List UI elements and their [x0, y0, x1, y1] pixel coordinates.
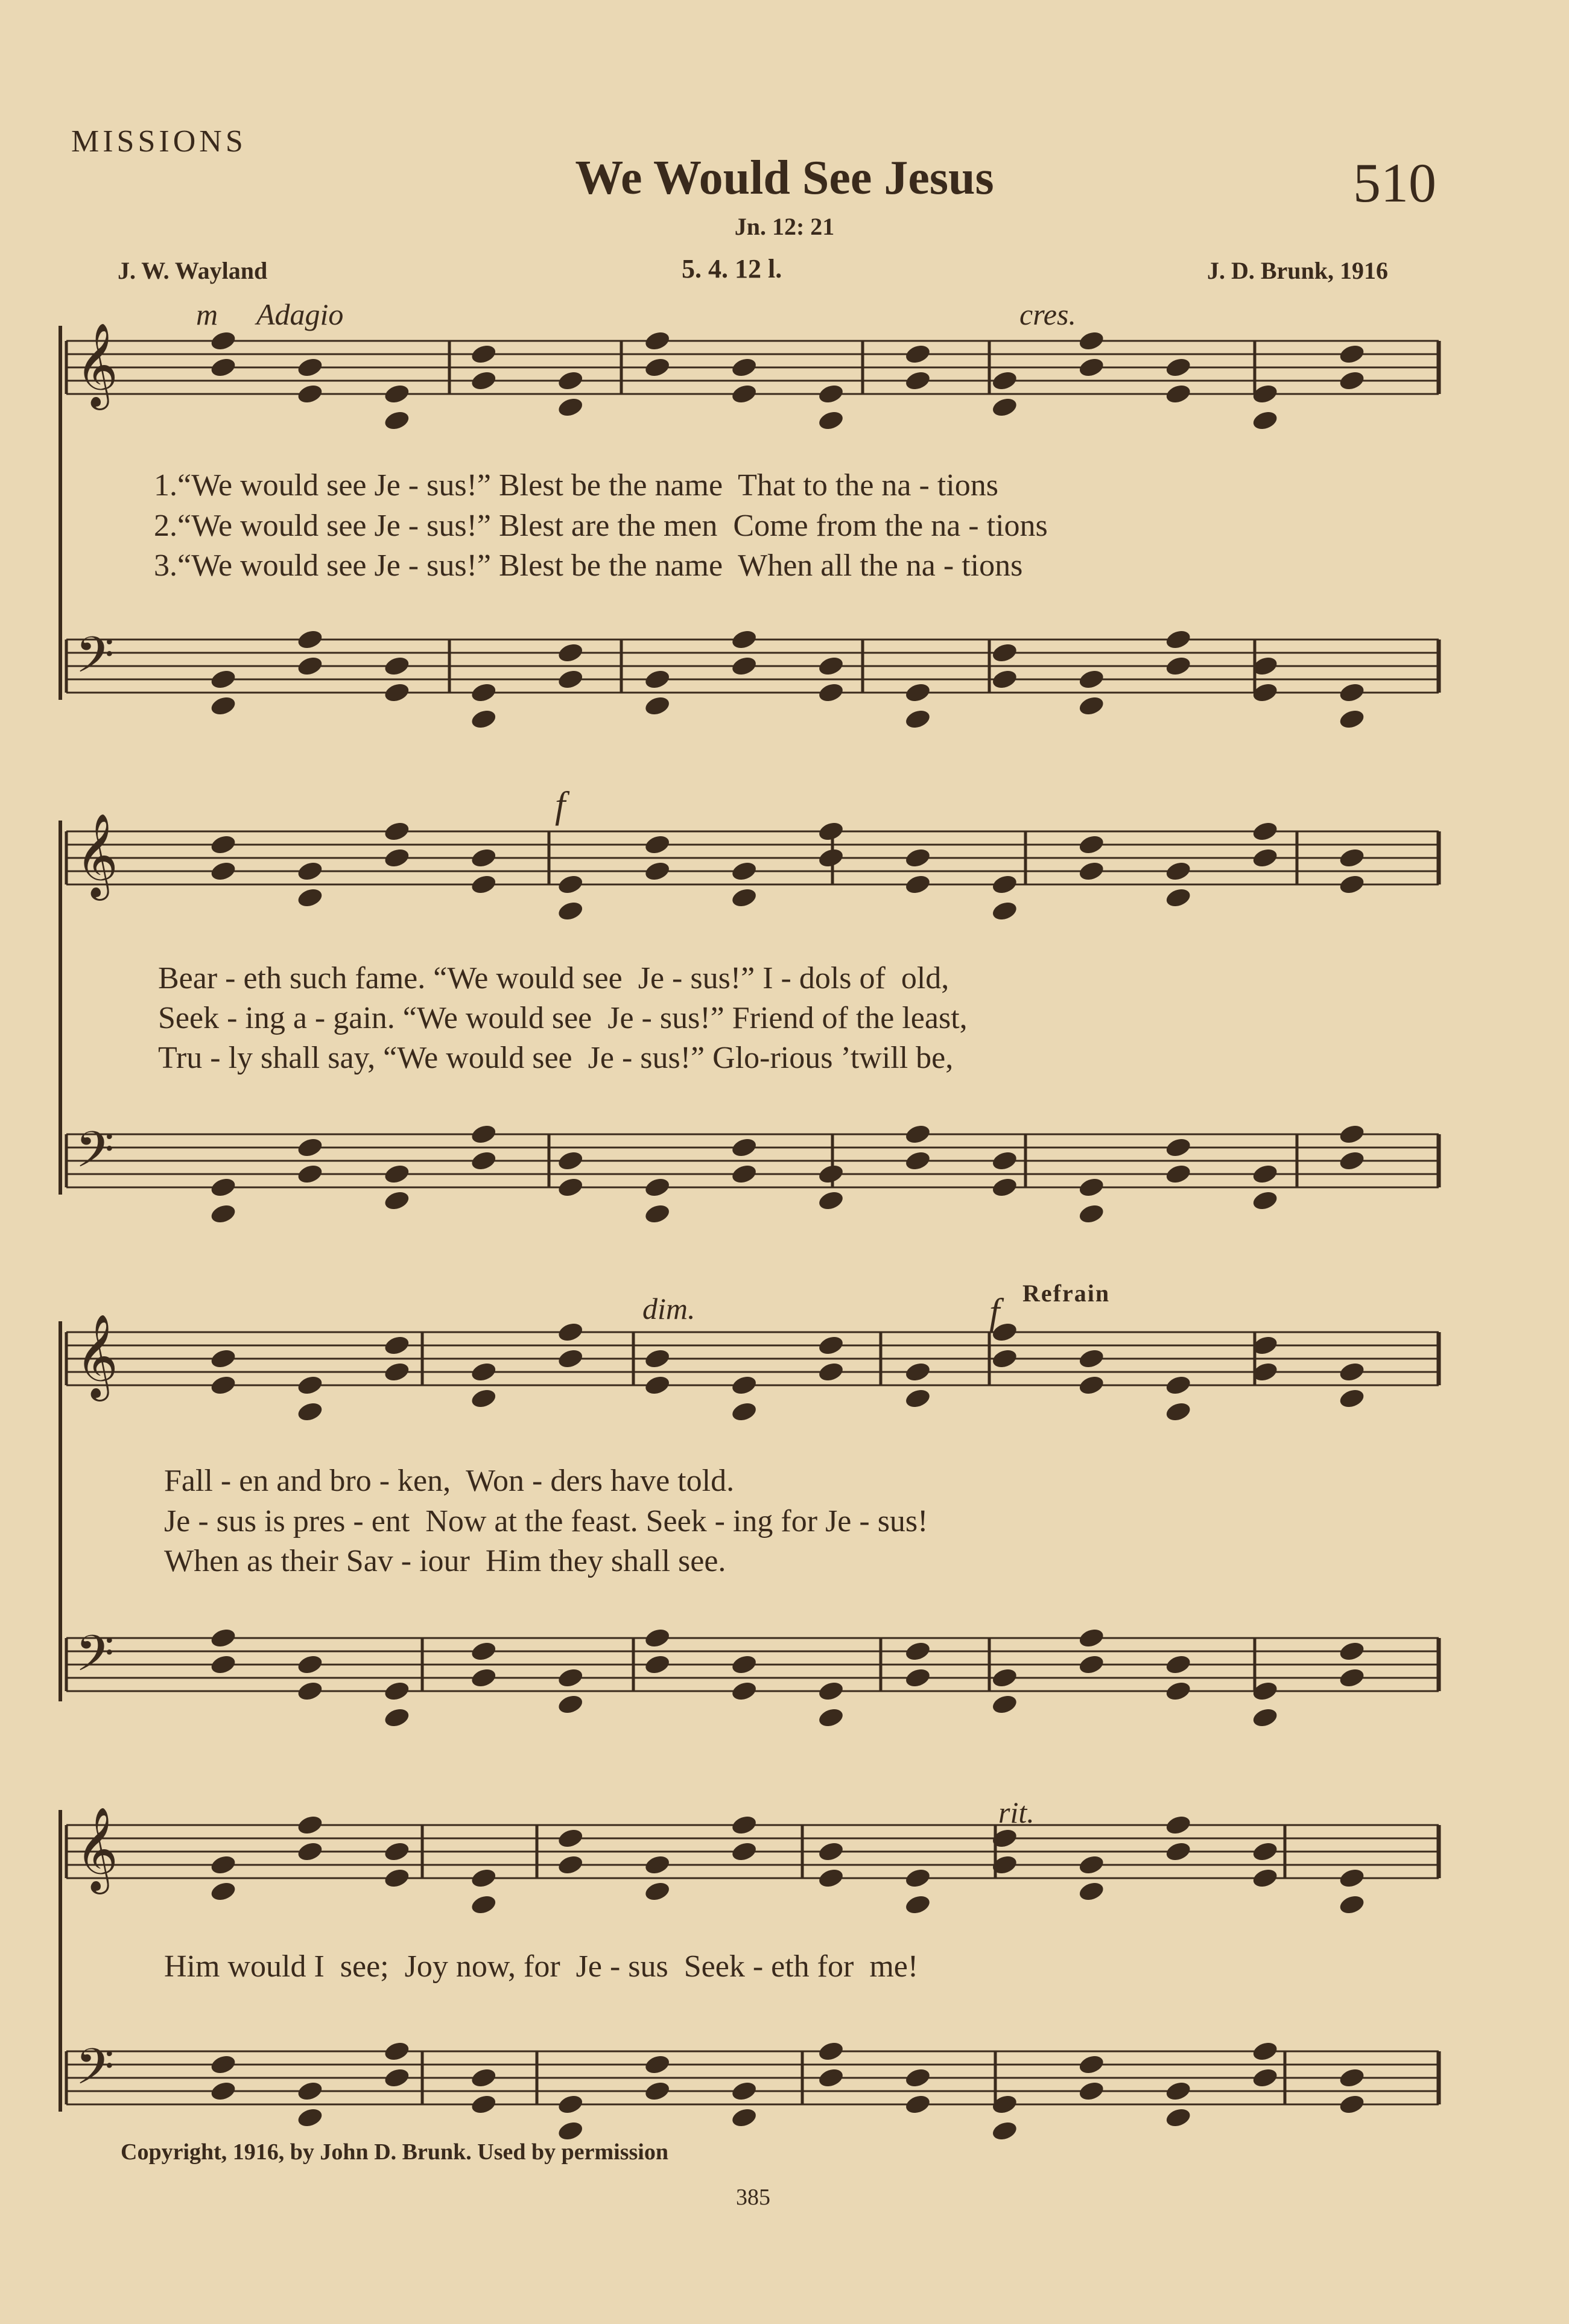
note-head [817, 846, 845, 869]
note-head [1077, 2080, 1105, 2103]
note-head [1338, 1867, 1366, 1890]
note-head [470, 1360, 498, 1383]
note-head [817, 1867, 845, 1890]
note-head [296, 2106, 324, 2129]
note-head [1077, 1880, 1105, 1903]
note-head [991, 873, 1018, 896]
note-head [296, 628, 324, 651]
note-head [1338, 1893, 1366, 1916]
note-head [1164, 655, 1192, 678]
note-head [470, 1666, 498, 1689]
note-head [209, 1202, 237, 1225]
note-head [556, 641, 584, 664]
note-head [730, 628, 758, 651]
note-head [904, 2066, 931, 2089]
note-head [1251, 1840, 1279, 1863]
note-head [643, 833, 671, 856]
note-head [643, 2080, 671, 2103]
note-head [904, 343, 931, 366]
note-head [904, 708, 931, 731]
note-head [209, 1880, 237, 1903]
note-head [209, 356, 237, 379]
note-head [1077, 833, 1105, 856]
note-head [1164, 886, 1192, 909]
lyric-line: Fall - en and bro - ken, Won - ders have told. [164, 1464, 735, 1498]
note-head [383, 1334, 411, 1357]
note-head [730, 1374, 758, 1397]
lyric-line: 2.“We would see Je - sus!” Blest are the men Come from the na - tions [154, 509, 1048, 543]
note-head [556, 396, 584, 419]
note-head [383, 1163, 411, 1186]
note-head [556, 1693, 584, 1716]
note-head [470, 873, 498, 896]
tempo-marking: Adagio [256, 297, 344, 331]
treble-clef: 𝄞 [75, 323, 118, 407]
note-head [904, 2093, 931, 2116]
note-head [209, 1653, 237, 1676]
note-head [1251, 1163, 1279, 1186]
lyric-line: Him would I see; Joy now, for Je - sus Seek - eth for me! [164, 1949, 919, 1984]
note-head [556, 2093, 584, 2116]
note-head [1164, 1136, 1192, 1159]
note-head [904, 1666, 931, 1689]
dynamic-f: f [555, 785, 566, 826]
note-head [1251, 2066, 1279, 2089]
note-head [556, 900, 584, 922]
note-head [296, 383, 324, 405]
note-head [296, 2080, 324, 2103]
note-head [730, 1653, 758, 1676]
note-head [643, 356, 671, 379]
note-head [730, 383, 758, 405]
note-head [470, 1387, 498, 1410]
note-head [1338, 873, 1366, 896]
note-head [383, 1840, 411, 1863]
note-head [296, 1163, 324, 1186]
note-head [296, 356, 324, 379]
note-head [296, 1840, 324, 1863]
note-head [1251, 820, 1279, 843]
note-head [817, 1840, 845, 1863]
note-head [643, 1653, 671, 1676]
note-head [470, 846, 498, 869]
note-head [1338, 1123, 1366, 1146]
note-head [1338, 2093, 1366, 2116]
note-head [1077, 1853, 1105, 1876]
note-head [209, 1374, 237, 1397]
note-head [730, 2080, 758, 2103]
lyric-line: 3.“We would see Je - sus!” Blest be the name When all the na - tions [154, 548, 1023, 583]
lyric-line: When as their Sav - iour Him they shall see. [164, 1544, 726, 1578]
note-head [1077, 329, 1105, 352]
note-head [383, 1189, 411, 1212]
note-head [991, 900, 1018, 922]
note-head [904, 846, 931, 869]
note-head [991, 1176, 1018, 1199]
note-head [1251, 846, 1279, 869]
note-head [296, 886, 324, 909]
note-head [1164, 1400, 1192, 1423]
note-head [904, 369, 931, 392]
note-head [383, 681, 411, 704]
note-head [1164, 1163, 1192, 1186]
note-head [383, 2040, 411, 2063]
treble-clef: 𝄞 [75, 813, 118, 897]
bass-clef: 𝄢 [75, 2037, 115, 2108]
hymn-title: We Would See Jesus [575, 151, 994, 205]
note-head [209, 2053, 237, 2076]
note-head [209, 329, 237, 352]
note-head [1338, 1387, 1366, 1410]
note-head [643, 1176, 671, 1199]
note-head [643, 1202, 671, 1225]
dynamic-f-refrain: f [989, 1292, 1000, 1333]
note-head [730, 356, 758, 379]
note-head [1164, 1680, 1192, 1703]
hymn-number: 510 [1353, 152, 1436, 214]
note-head [1251, 2040, 1279, 2063]
note-head [556, 1347, 584, 1370]
lyricist: J. W. Wayland [118, 257, 268, 284]
note-head [991, 1149, 1018, 1172]
note-head [904, 1149, 931, 1172]
note-head [470, 1123, 498, 1146]
note-head [1164, 2080, 1192, 2103]
note-head [991, 1347, 1018, 1370]
note-head [383, 383, 411, 405]
note-head [991, 668, 1018, 691]
lyric-line: Je - sus is pres - ent Now at the feast. Seek - ing for Je - sus! [164, 1504, 928, 1538]
note-head [383, 409, 411, 432]
note-head [643, 860, 671, 883]
note-head [470, 1640, 498, 1663]
note-head [296, 1680, 324, 1703]
note-head [296, 1400, 324, 1423]
note-head [730, 1400, 758, 1423]
note-head [209, 833, 237, 856]
note-head [1251, 1706, 1279, 1729]
note-head [1077, 2053, 1105, 2076]
note-head [991, 369, 1018, 392]
note-head [470, 1893, 498, 1916]
note-head [1077, 668, 1105, 691]
copyright-notice: Copyright, 1916, by John D. Brunk. Used by permission [121, 2139, 668, 2165]
note-head [209, 668, 237, 691]
composer: J. D. Brunk, 1916 [1206, 257, 1388, 284]
note-head [817, 1163, 845, 1186]
note-head [383, 1706, 411, 1729]
note-head [209, 694, 237, 717]
note-head [817, 2040, 845, 2063]
note-head [1077, 1374, 1105, 1397]
note-head [1251, 409, 1279, 432]
note-head [643, 694, 671, 717]
lyric-line: Seek - ing a - gain. “We would see Je - sus!” Friend of the least, [158, 1001, 968, 1035]
note-head [1077, 694, 1105, 717]
note-head [991, 396, 1018, 419]
note-head [383, 1680, 411, 1703]
note-head [991, 1693, 1018, 1716]
note-head [643, 1374, 671, 1397]
note-head [1164, 1814, 1192, 1837]
note-head [1164, 2106, 1192, 2129]
note-head [383, 1867, 411, 1890]
lyric-line: Bear - eth such fame. “We would see Je - sus!” I - dols of old, [158, 961, 949, 995]
note-head [1077, 1347, 1105, 1370]
note-head [730, 886, 758, 909]
note-head [209, 1853, 237, 1876]
note-head [470, 369, 498, 392]
note-head [904, 1387, 931, 1410]
treble-clef: 𝄞 [75, 1314, 118, 1398]
note-head [209, 2080, 237, 2103]
note-head [556, 1149, 584, 1172]
note-head [296, 1653, 324, 1676]
note-head [643, 1853, 671, 1876]
note-head [209, 860, 237, 883]
note-head [1164, 1374, 1192, 1397]
note-head [730, 2106, 758, 2129]
dynamic-rit: rit. [998, 1795, 1035, 1829]
note-head [1077, 1627, 1105, 1649]
bass-clef: 𝄢 [75, 1120, 115, 1191]
note-head [904, 1867, 931, 1890]
refrain-label: Refrain [1022, 1280, 1111, 1307]
note-head [643, 2053, 671, 2076]
note-head [1338, 846, 1366, 869]
note-head [730, 1814, 758, 1837]
note-head [209, 1176, 237, 1199]
note-head [470, 681, 498, 704]
note-head [1164, 1840, 1192, 1863]
note-head [383, 820, 411, 843]
note-head [1164, 628, 1192, 651]
note-head [817, 681, 845, 704]
note-head [296, 1136, 324, 1159]
note-head [383, 1360, 411, 1383]
note-head [1077, 1176, 1105, 1199]
note-head [470, 708, 498, 731]
note-head [904, 1893, 931, 1916]
note-head [470, 1867, 498, 1890]
note-head [1251, 1867, 1279, 1890]
note-head [730, 860, 758, 883]
bass-clef: 𝄢 [75, 1624, 115, 1695]
note-head [383, 846, 411, 869]
note-head [1338, 681, 1366, 704]
section-heading: MISSIONS [71, 124, 247, 159]
lyric-line: 1.“We would see Je - sus!” Blest be the name That to the na - tions [154, 468, 998, 503]
note-head [730, 1680, 758, 1703]
note-head [1077, 1653, 1105, 1676]
note-head [817, 1706, 845, 1729]
note-head [730, 1840, 758, 1863]
note-head [470, 2066, 498, 2089]
note-head [556, 873, 584, 896]
note-head [383, 655, 411, 678]
note-head [817, 2066, 845, 2089]
note-head [209, 1347, 237, 1370]
note-head [1338, 1149, 1366, 1172]
note-head [904, 873, 931, 896]
note-head [383, 2066, 411, 2089]
note-head [1251, 1189, 1279, 1212]
note-head [1338, 708, 1366, 731]
note-head [470, 1149, 498, 1172]
note-head [817, 409, 845, 432]
note-head [1077, 1202, 1105, 1225]
note-head [904, 681, 931, 704]
note-heads [75, 323, 1366, 2142]
note-head [643, 668, 671, 691]
note-head [1077, 860, 1105, 883]
note-head [209, 1627, 237, 1649]
note-head [991, 641, 1018, 664]
note-head [817, 1334, 845, 1357]
note-head [556, 369, 584, 392]
note-head [904, 1123, 931, 1146]
note-head [817, 655, 845, 678]
note-head [556, 668, 584, 691]
note-head [817, 1189, 845, 1212]
note-head [730, 1136, 758, 1159]
note-head [556, 1827, 584, 1850]
note-head [730, 1163, 758, 1186]
note-head [991, 2119, 1018, 2142]
note-head [556, 1176, 584, 1199]
note-head [1338, 1360, 1366, 1383]
note-head [730, 655, 758, 678]
note-head [1338, 1666, 1366, 1689]
note-head [470, 2093, 498, 2116]
scripture-reference: Jn. 12: 21 [734, 213, 835, 240]
note-head [1338, 343, 1366, 366]
note-head [556, 1853, 584, 1876]
note-head [1338, 369, 1366, 392]
dynamic-m: m [196, 297, 218, 331]
note-head [296, 655, 324, 678]
dynamic-cres: cres. [1019, 297, 1076, 331]
dynamic-dim: dim. [642, 1292, 696, 1326]
note-head [817, 1360, 845, 1383]
note-head [1164, 383, 1192, 405]
note-head [904, 1640, 931, 1663]
meter: 5. 4. 12 l. [682, 254, 782, 284]
lyric-line: Tru - ly shall say, “We would see Je - sus!” Glo-rious ’twill be, [158, 1041, 954, 1075]
note-head [1338, 1640, 1366, 1663]
note-head [904, 1360, 931, 1383]
note-head [296, 1814, 324, 1837]
note-head [643, 1347, 671, 1370]
note-head [1164, 860, 1192, 883]
note-head [1338, 2066, 1366, 2089]
note-head [817, 820, 845, 843]
note-head [643, 1880, 671, 1903]
note-head [1164, 1653, 1192, 1676]
note-head [296, 860, 324, 883]
note-head [817, 383, 845, 405]
note-head [643, 1627, 671, 1649]
note-head [296, 1374, 324, 1397]
note-head [991, 1666, 1018, 1689]
note-head [1164, 356, 1192, 379]
note-head [817, 1680, 845, 1703]
note-head [556, 1321, 584, 1344]
treble-clef: 𝄞 [75, 1807, 118, 1891]
page-number: 385 [736, 2185, 770, 2210]
note-head [556, 1666, 584, 1689]
note-head [643, 329, 671, 352]
note-head [1077, 356, 1105, 379]
bass-clef: 𝄢 [75, 626, 115, 696]
note-head [470, 343, 498, 366]
